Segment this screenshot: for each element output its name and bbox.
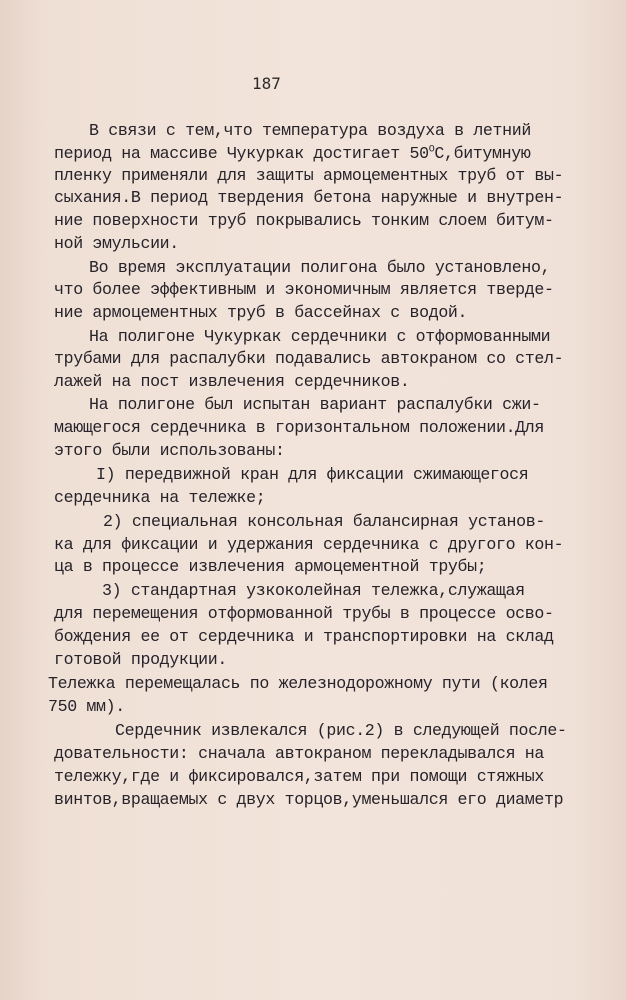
list-item: 2) специальная консольная балансирная установ- <box>103 512 545 531</box>
text-line: На полигоне Чукуркак сердечники с отформованными <box>89 327 551 346</box>
text-line: На полигоне был испытан вариант распалубки сжи- <box>89 395 541 414</box>
text-line: для перемещения отформованной трубы в процессе осво- <box>54 604 554 623</box>
text-line: сыхания.В период твердения бетона наружные и внутрен- <box>54 188 564 207</box>
page-number: 187 <box>252 74 281 93</box>
text-line: Во время эксплуатации полигона было установлено, <box>89 258 551 277</box>
text-line: бождения ее от сердечника и транспортировки на склад <box>54 627 554 646</box>
text-line: мающегося сердечника в горизонтальном положении.Для <box>54 418 545 437</box>
text-line: тележку,где и фиксировался,затем при помощи стяжных <box>54 767 545 786</box>
text-line: трубами для распалубки подавались автокраном со стел- <box>54 349 564 368</box>
text-line: что более эффективным и экономичным является тверде- <box>54 280 554 299</box>
list-item: 3) стандартная узкоколейная тележка,служащая <box>102 581 525 600</box>
text-line: В связи с тем,что температура воздуха в летний <box>89 121 531 140</box>
text-line: ние поверхности труб покрывались тонким слоем битум- <box>54 211 554 230</box>
text-line-suffix: С,битумную <box>434 144 531 163</box>
text-line: довательности: сначала автокраном перекладывался на <box>54 744 545 763</box>
text-line-main: период на массиве Чукуркак достигает 50 <box>54 144 429 163</box>
text-line: ние армоцементных труб в бассейнах с водой. <box>54 303 468 322</box>
text-line: лажей на пост извлечения сердечников. <box>54 372 410 391</box>
text-line: Тележка перемещалась по железнодорожному пути (колея <box>48 674 548 693</box>
text-line: ка для фиксации и удержания сердечника с другого кон- <box>54 535 564 554</box>
text-line: этого были использованы: <box>54 441 285 460</box>
text-line: сердечника на тележке; <box>54 488 266 507</box>
text-line <box>54 143 530 165</box>
text-line: готовой продукции. <box>54 650 227 669</box>
text-line: 750 мм). <box>48 697 125 716</box>
text-line: пленку применяли для защиты армоцементных труб от вы- <box>54 166 564 185</box>
list-item: I) передвижной кран для фиксации сжимающегося <box>96 465 529 484</box>
text-line: винтов,вращаемых с двух торцов,уменьшался его диаметр <box>54 790 564 809</box>
text-line: ца в процессе извлечения армоцементной трубы; <box>54 557 487 576</box>
text-line: Сердечник извлекался (рис.2) в следующей после- <box>115 721 567 740</box>
text-line: ной эмульсии. <box>54 234 179 253</box>
degree-superscript: O <box>428 144 435 156</box>
